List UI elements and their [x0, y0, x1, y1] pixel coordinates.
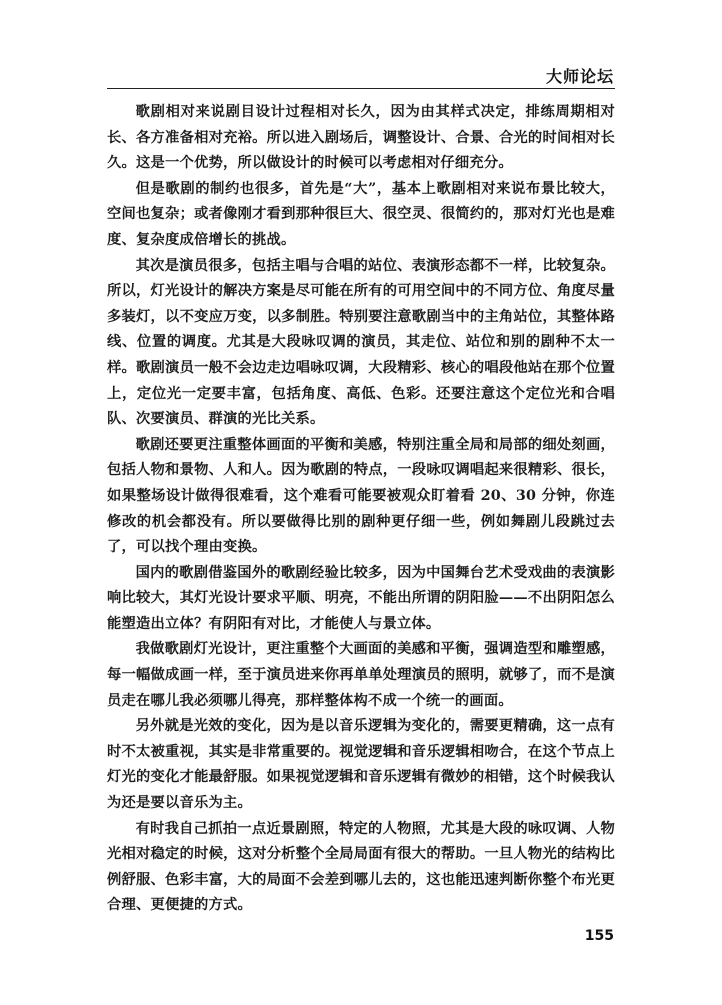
paragraph: 另外就是光效的变化，因为是以音乐逻辑为变化的，需要更精确，这一点有时不太被重视，其实是非常重要的。视觉逻辑和音乐逻辑相吻合，在这个节点上灯光的变化才能最舒服。如果视觉逻辑和音乐逻辑有微妙的相错，这个时候我认为还是要以音乐为主。 [107, 718, 615, 812]
section-title: 大师论坛 [545, 67, 614, 86]
paragraph: 国内的歌剧借鉴国外的歌剧经验比较多，因为中国舞台艺术受戏曲的表演影响比较大，其灯光设计要求平顺、明亮，不能出所谓的阴阳脸——不出阴阳怎么能塑造出立体？有阴阳有对比，才能使人与景立体。 [107, 564, 615, 632]
paragraph: 其次是演员很多，包括主唱与合唱的站位、表演形态都不一样，比较复杂。所以，灯光设计的解决方案是尽可能在所有的可用空间中的不同方位、角度尽量多装灯，以不变应万变，以多制胜。特别要注意歌剧当中的主角站位，其整体路线、位置的调度。尤其是大段咏叹调的演员，其走位、站位和别的剧种不太一样。歌剧演员一般不会边走边唱咏叹调，大段精彩、核心的唱段他站在那个位置上，定位光一定要丰富，包括角度、高低、色彩。还要注意这个定位光和合唱队、次要演员、群演的光比关系。 [107, 257, 615, 428]
paragraph: 但是歌剧的制约也很多，首先是“大”，基本上歌剧相对来说布景比较大，空间也复杂；或者像刚才看到那种很巨大、很空灵、很简约的，那对灯光也是难度、复杂度成倍增长的挑战。 [107, 180, 615, 248]
article-body [107, 100, 615, 919]
paragraph: 歌剧还要更注重整体画面的平衡和美感，特别注重全局和局部的细处刻画，包括人物和景物、人和人。因为歌剧的特点，一段咏叹调唱起来很精彩、很长，如果整场设计做得很难看，这个难看可能要被观众盯着看 20、30 分钟，你连修改的机会都没有。所以要做得比别的剧种更仔细一些，例如舞剧儿段跳过去了，可以找个理由变换。 [107, 436, 615, 556]
paragraph: 我做歌剧灯光设计，更注重整个大画面的美感和平衡，强调造型和雕塑感，每一幅做成画一样，至于演员进来你再单单处理演员的照明，就够了，而不是演员走在哪儿我必须哪儿得亮，那样整体构不成一个统一的画面。 [107, 641, 615, 709]
paragraph: 有时我自己抓拍一点近景剧照，特定的人物照，尤其是大段的咏叹调、人物光相对稳定的时候，这对分析整个全局局面有很大的帮助。一旦人物光的结构比例舒服、色彩丰富，大的局面不会差到哪儿去的，这也能迅速判断你整个布光更合理、更便捷的方式。 [107, 820, 615, 914]
paragraph: 歌剧相对来说剧目设计过程相对长久，因为由其样式决定，排练周期相对长、各方准备相对充裕。所以进入剧场后，调整设计、合景、合光的时间相对长久。这是一个优势，所以做设计的时候可以考虑相对仔细充分。 [107, 104, 615, 172]
header-divider [107, 88, 615, 89]
page-number: 155 [584, 928, 614, 944]
